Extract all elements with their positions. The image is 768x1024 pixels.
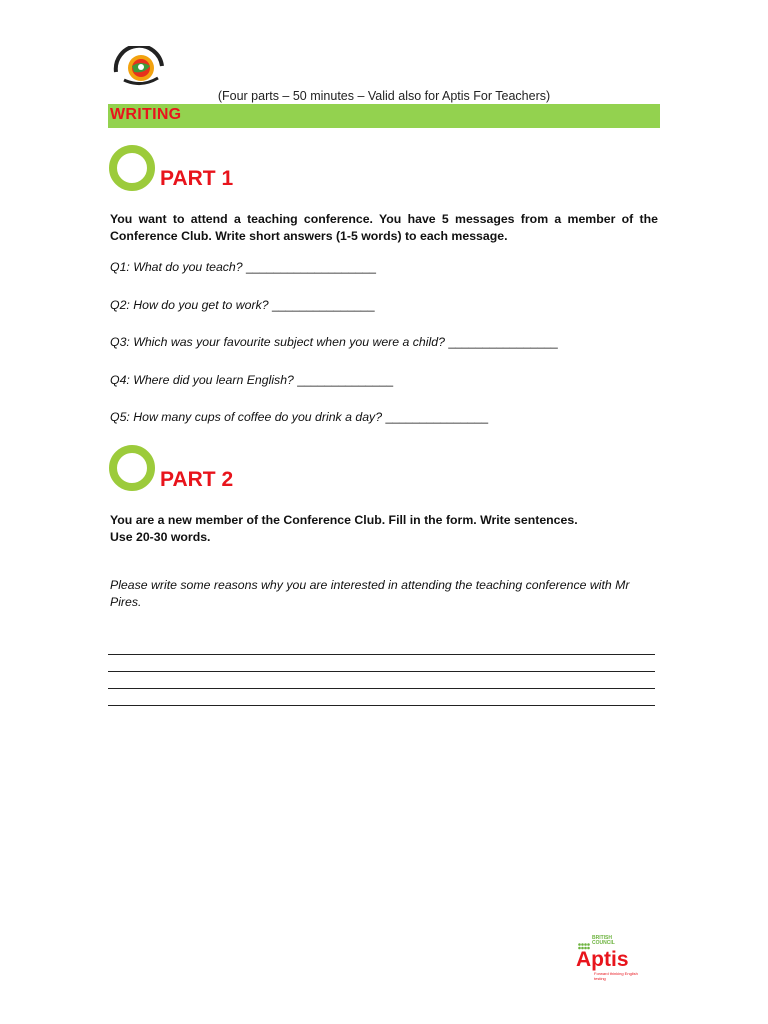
question-text: Q3: Which was your favourite subject when you were a child? — [110, 335, 445, 349]
question-text: Q1: What do you teach? — [110, 260, 243, 274]
question-text: Q2: How do you get to work? — [110, 298, 269, 312]
part2-ring-icon — [109, 445, 155, 491]
part2-intro-line2: Use 20-30 words. — [110, 530, 211, 544]
part1-title: PART 1 — [160, 167, 234, 190]
aptis-wordmark: Aptis — [576, 948, 629, 971]
section-bar — [108, 104, 660, 128]
answer-line[interactable] — [108, 705, 655, 706]
question-5 — [110, 410, 488, 424]
part2-prompt: Please write some reasons why you are interested in attending the teaching conference with Mr Pires. — [110, 578, 630, 609]
answer-line[interactable] — [108, 671, 655, 672]
exam-subtitle: (Four parts – 50 minutes – Valid also for Aptis For Teachers) — [217, 89, 551, 103]
part1-ring-icon — [109, 145, 155, 191]
part1-intro: You want to attend a teaching conference. You have 5 messages from a member of the Conference Club. Write short answers (1-5 words) to each message. — [110, 212, 658, 243]
part2-intro — [110, 512, 658, 546]
part2-intro-line1: You are a new member of the Conference Club. Fill in the form. Write sentences. — [110, 513, 578, 527]
part2-title: PART 2 — [160, 468, 234, 491]
question-4 — [110, 373, 393, 387]
question-text: Q4: Where did you learn English? — [110, 373, 294, 387]
answer-blank[interactable]: _______________ — [385, 410, 489, 424]
answer-line[interactable] — [108, 688, 655, 689]
answer-blank[interactable]: ________________ — [448, 335, 558, 349]
section-title: WRITING — [110, 106, 182, 123]
question-1 — [110, 260, 376, 274]
british-council-dots-icon — [578, 937, 588, 943]
answer-line[interactable] — [108, 654, 655, 655]
question-2 — [110, 298, 375, 312]
aptis-logo — [560, 933, 656, 981]
question-text: Q5: How many cups of coffee do you drink a day? — [110, 410, 383, 424]
answer-blank[interactable]: ______________ — [297, 373, 394, 387]
question-3 — [110, 335, 558, 349]
answer-blank[interactable]: _______________ — [272, 298, 375, 312]
aptis-tagline: Forward thinking English testing — [594, 971, 638, 981]
answer-blank[interactable]: ___________________ — [246, 260, 376, 274]
british-council-label: BRITISH COUNCIL — [592, 935, 615, 946]
academy-logo-icon — [108, 46, 170, 90]
